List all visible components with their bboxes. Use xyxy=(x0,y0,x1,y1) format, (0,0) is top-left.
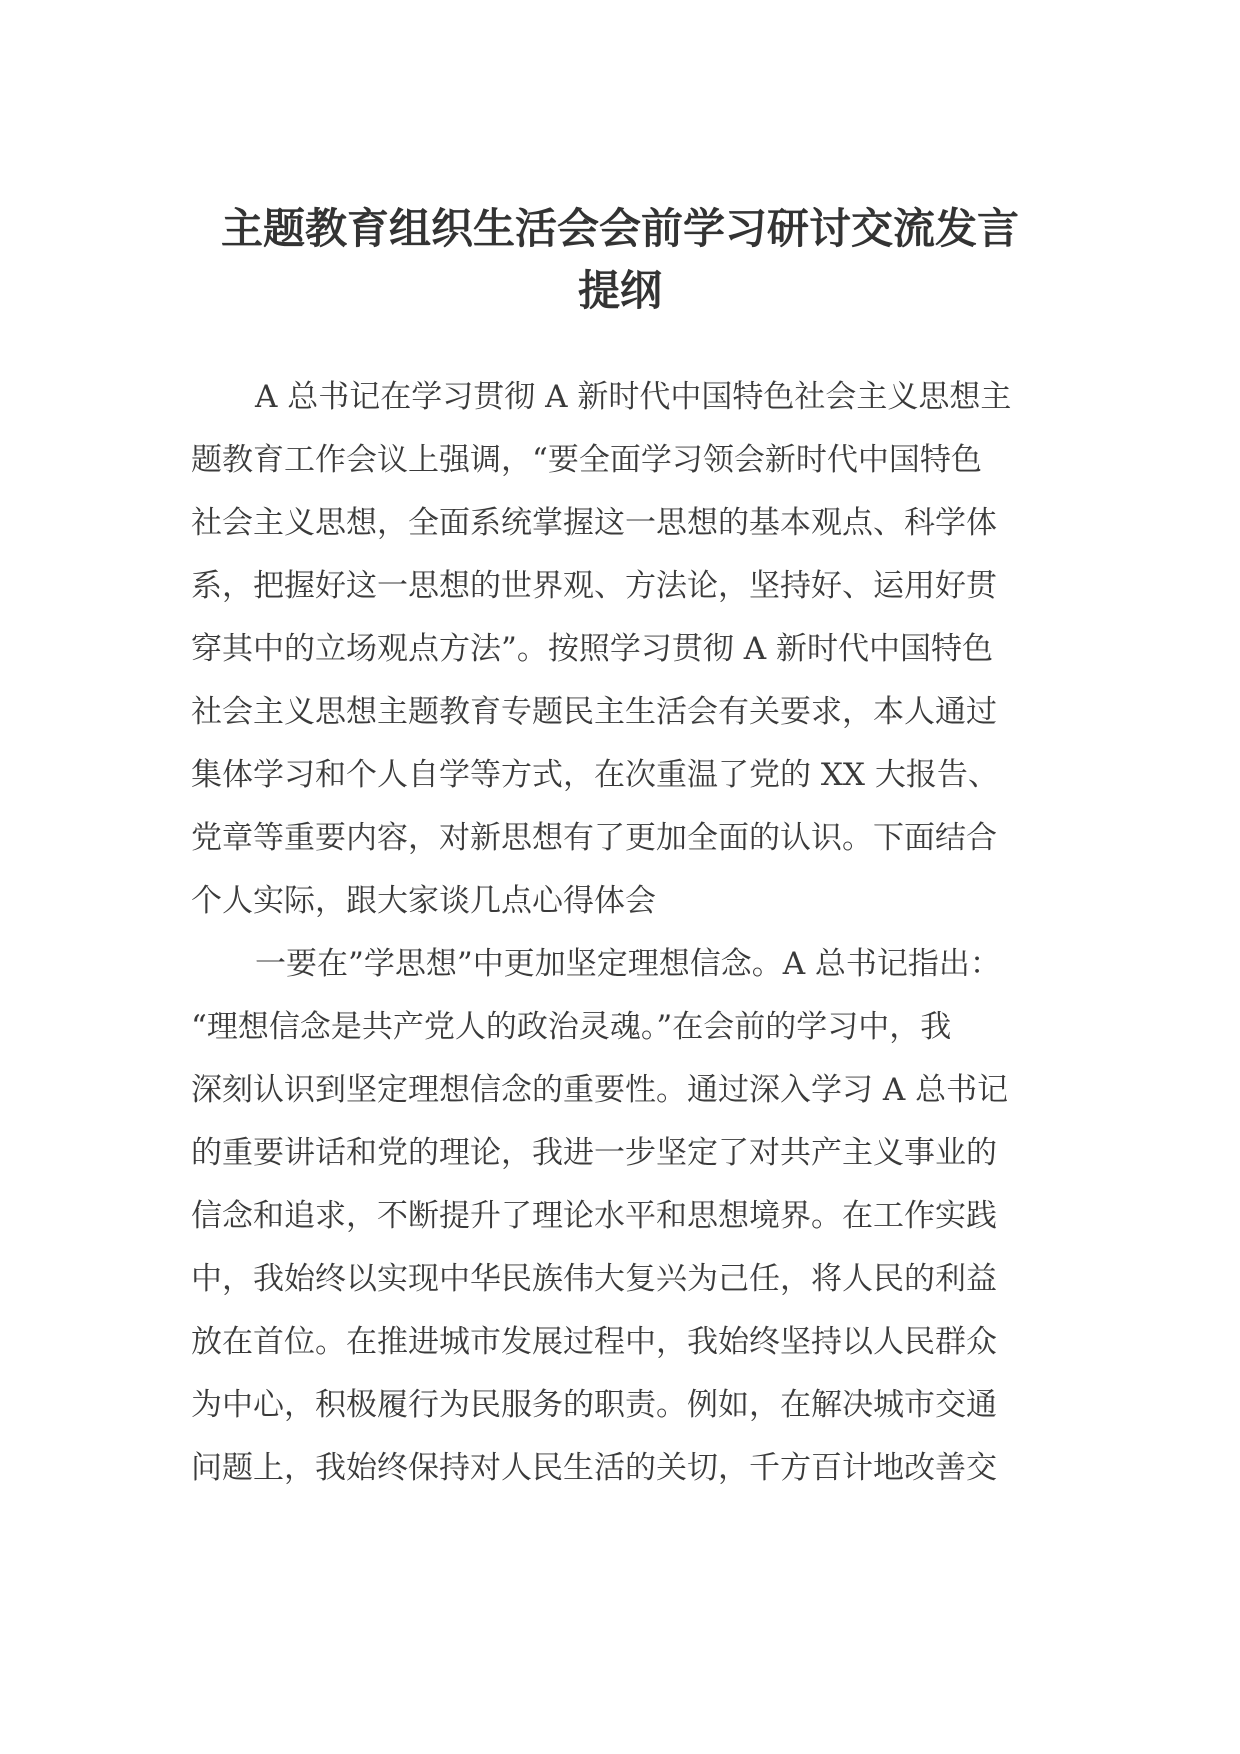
paragraph-line: 放在首位。在推进城市发展过程中，我始终坚持以人民群众 xyxy=(191,1324,997,1360)
paragraph-point-one xyxy=(191,933,1051,1500)
paragraph-line: 问题上，我始终保持对人民生活的关切，千方百计地改善交 xyxy=(191,1450,997,1486)
paragraph-intro xyxy=(191,366,1051,933)
paragraph-line: 为中心，积极履行为民服务的职责。例如，在解决城市交通 xyxy=(191,1387,997,1423)
paragraph-line: 的重要讲话和党的理论，我进一步坚定了对共产主义事业的 xyxy=(191,1135,997,1171)
paragraph-line: 个人实际，跟大家谈几点心得体会 xyxy=(191,883,656,919)
paragraph-line: 题教育工作会议上强调，“要全面学习领会新时代中国特色 xyxy=(191,442,982,478)
paragraph-line: 一要在”学思想”中更加坚定理想信念。A 总书记指出： xyxy=(255,946,1001,982)
document-title xyxy=(160,198,1080,322)
paragraph-line: “理想信念是共产党人的政治灵魂。”在会前的学习中，我 xyxy=(191,1009,952,1045)
paragraph-line: 社会主义思想主题教育专题民主生活会有关要求，本人通过 xyxy=(191,694,997,730)
paragraph-line: A 总书记在学习贯彻 A 新时代中国特色社会主义思想主 xyxy=(255,379,1012,415)
title-line-2: 提纲 xyxy=(577,266,662,315)
paragraph-line: 穿其中的立场观点方法”。按照学习贯彻 A 新时代中国特色 xyxy=(191,631,993,667)
title-line-1: 主题教育组织生活会会前学习研讨交流发言 xyxy=(220,204,1019,253)
paragraph-line: 社会主义思想，全面系统掌握这一思想的基本观点、科学体 xyxy=(191,505,997,541)
paragraph-line: 深刻认识到坚定理想信念的重要性。通过深入学习 A 总书记 xyxy=(191,1072,1009,1108)
paragraph-line: 信念和追求，不断提升了理论水平和思想境界。在工作实践 xyxy=(191,1198,997,1234)
paragraph-line: 系，把握好这一思想的世界观、方法论，坚持好、运用好贯 xyxy=(191,568,997,604)
paragraph-line: 中，我始终以实现中华民族伟大复兴为己任，将人民的利益 xyxy=(191,1261,997,1297)
paragraph-line: 集体学习和个人自学等方式，在次重温了党的 XX 大报告、 xyxy=(191,757,999,793)
document-body xyxy=(191,366,1051,1500)
paragraph-line: 党章等重要内容，对新思想有了更加全面的认识。下面结合 xyxy=(191,820,997,856)
